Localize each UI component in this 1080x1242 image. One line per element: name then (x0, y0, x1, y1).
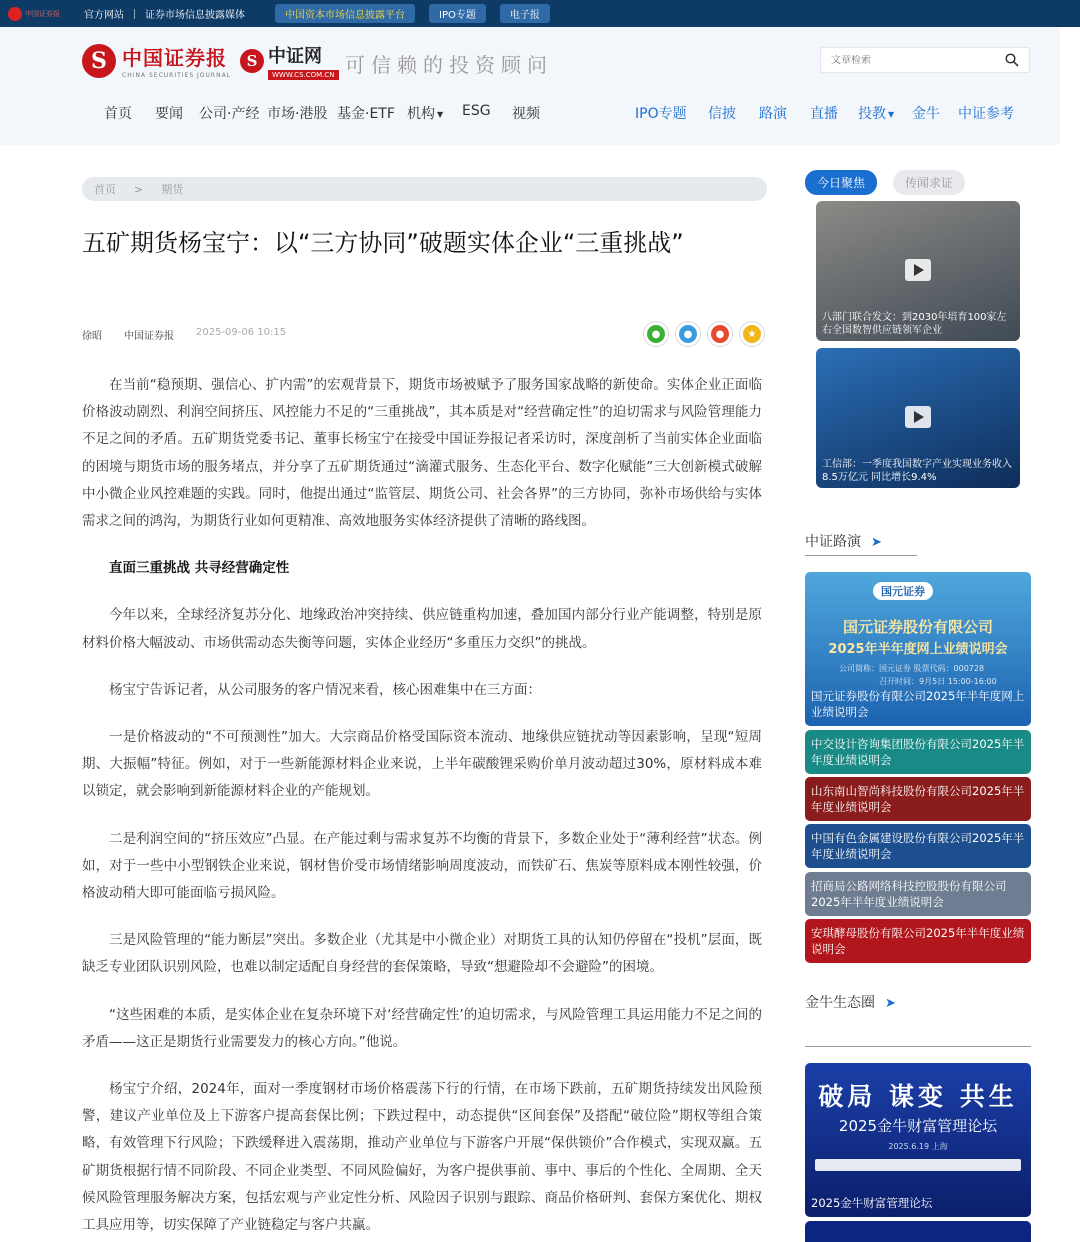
nav-cs-reference[interactable]: 中证参考 (958, 106, 1014, 122)
ecosystem-heading[interactable] (805, 992, 896, 1012)
roadshow-item[interactable] (805, 730, 1031, 774)
article-paragraph: 三是风险管理的“能力断层”突出。多数企业（尤其是中小微企业）对期货工具的认知仍停留在“投机”层面，既缺乏专业团队识别风险，也难以制定适配自身经营的套保策略，导致“想避险却不会避险”的困境。 (82, 932, 762, 976)
caret-down-icon: ▼ (437, 109, 444, 119)
divider (805, 555, 917, 556)
breadcrumb-separator: > (134, 182, 144, 196)
search-icon[interactable] (1005, 53, 1019, 67)
slogan: 可信赖的投资顾问 (345, 53, 553, 77)
nav-company[interactable]: 公司·产经 (199, 106, 260, 122)
article-subheading: 直面三重挑战 共寻经营确定性 (109, 560, 290, 577)
next-banner[interactable] (805, 1221, 1031, 1242)
video-caption: 八部门联合发文：到2030年培育100家左右全国数智供应链领军企业 (822, 312, 1007, 336)
sidebar-tabs (805, 170, 981, 195)
article-body (82, 372, 762, 1242)
search-box (820, 47, 1030, 73)
roadshow-item-caption: 安琪酵母股份有限公司2025年半年度业绩说明会 (811, 926, 1025, 956)
article-time: 2025-09-06 10:15 (196, 327, 287, 338)
nav-roadshow[interactable]: 路演 (759, 106, 787, 122)
share-weibo-button[interactable] (707, 321, 733, 347)
roadshow-info: 公司简称：国元证券 股票代码：000728 (839, 664, 985, 673)
play-icon (905, 259, 931, 281)
tab-today-focus[interactable]: 今日聚焦 (805, 170, 877, 195)
share-wechat-button[interactable] (643, 321, 669, 347)
logo2-url: WWW.CS.COM.CN (268, 70, 339, 80)
logo-s-small-icon: S (240, 49, 264, 73)
favorite-button[interactable] (739, 321, 765, 347)
nav-ipo[interactable]: IPO专题 (635, 106, 687, 122)
forum-banner[interactable] (805, 1063, 1031, 1217)
article-title: 五矿期货杨宝宁：以“三方协同”破题实体企业“三重挑战” (82, 229, 684, 257)
roadshow-item-caption: 中交设计咨询集团股份有限公司2025年半年度业绩说明会 (811, 737, 1025, 767)
roadshow-caption: 国元证券股份有限公司2025年半年度网上业绩说明会 (811, 689, 1025, 719)
ecosystem-heading-label: 金牛生态圈 (805, 995, 875, 1011)
nav-news[interactable]: 要闻 (155, 106, 183, 122)
top-link-disclosure-media[interactable]: 证券市场信息披露媒体 (145, 10, 245, 21)
qq-icon: ● (679, 325, 697, 343)
roadshow-time: 召开时间：9月5日 15:00-16:00 (879, 677, 997, 686)
search-input[interactable] (831, 55, 991, 66)
article-paragraph: 在当前“稳预期、强信心、扩内需”的宏观背景下，期货市场被赋予了服务国家战略的新使命。实体企业正面临价格波动剧烈、利润空间挤压、风控能力不足的“三重挑战”，其本质是对“经营确定性”的迫切需求与风险管理能力不足之间的矛盾。五矿期货党委书记、董事长杨宝宁在接受中国证券报记者采访时，深度剖析了当前实体企业面临的困境与期货市场的服务堵点，并分享了五矿期货通过“滴灌式服务、生态化平台、数字化赋能”三大创新模式破解中小微企业风控难题的实践。同时，他提出通过“监管层、期货公司、社会各界”的三方协同，弥补市场供给与实体需求之间的鸿沟，为期货行业如何更精准、高效地服务实体经济提供了清晰的路线图。 (82, 377, 762, 530)
nav-disclosure[interactable]: 信披 (708, 106, 736, 122)
logo2-cn: 中证网 (268, 46, 322, 67)
roadshow-headline: 国元证券股份有限公司 (842, 618, 993, 636)
breadcrumb-futures[interactable]: 期货 (161, 183, 184, 196)
article-paragraph: 杨宝宁介绍，2024年，面对一季度钢材市场价格震荡下行的行情，在市场下跌前，五矿期货持续发出风险预警，建议产业单位及上下游客户提高套保比例；下跌过程中，动态提供“区间套保”及搭配“破位险”期权等组合策略，有效管理下行风险；下跌缓释进入震荡期，推动产业单位与下游客户开展“保供锁价”合作模式，实现双赢。五矿期货根据行情不同阶段、不同企业类型、不同风险偏好，为客户提供事前、事中、事后的个性化、全周期、全天候风险管理服务解决方案，包括宏观与产业定性分析、风险因子识别与跟踪、商品价格研判、套保方案优化、期权工具应用等，切实保障了产业链稳定与客户共赢。 (82, 1081, 762, 1234)
top-logo-text: 中国证券报 (25, 9, 60, 18)
top-button-epaper[interactable]: 电子报 (500, 4, 550, 23)
roadshow-brand: 国元证券 (873, 582, 933, 600)
article-paragraph: 一是价格波动的“不可预测性”加大。大宗商品价格受国际资本流动、地缘供应链扰动等因素影响，呈现“短周期、大振幅”特征。例如，对于一些新能源材料企业来说，上半年碳酸锂采购价单月波动超过30%，原材料成本难以锁定，就会影响到新能源材料企业的产能规划。 (82, 729, 762, 800)
sponsor-strip (815, 1159, 1021, 1171)
share-bar (643, 321, 771, 347)
roadshow-item[interactable] (805, 777, 1031, 821)
article-source: 中国证券报 (124, 331, 174, 342)
wechat-icon: ● (647, 325, 665, 343)
main-nav (0, 103, 1060, 123)
top-bar (0, 0, 1080, 27)
caret-down-icon: ▼ (888, 109, 895, 119)
logo-en: CHINA SECURITIES JOURNAL (122, 72, 232, 79)
logo-cn: 中国证券报 (122, 46, 227, 70)
roadshow-item[interactable] (805, 824, 1031, 868)
roadshow-subheadline: 2025年半年度网上业绩说明会 (828, 642, 1008, 657)
nav-institution[interactable] (407, 103, 443, 123)
article-paragraph: 二是利润空间的“挤压效应”凸显。在产能过剩与需求复苏不均衡的背景下，多数企业处于“薄利经营”状态。例如，对于一些中小型钢铁企业来说，钢材售价受市场情绪影响周度波动，而铁矿石、焦炭等原料成本刚性较强，价格波动稍大即可能面临亏损风险。 (82, 830, 762, 902)
nav-home[interactable]: 首页 (104, 106, 132, 122)
top-logo[interactable] (8, 7, 74, 21)
roadshow-heading[interactable] (805, 531, 882, 551)
forum-caption: 2025金牛财富管理论坛 (811, 1196, 933, 1210)
article-paragraph: 杨宝宁告诉记者，从公司服务的客户情况来看，核心困难集中在三方面： (109, 681, 541, 698)
nav-video[interactable]: 视频 (512, 106, 540, 122)
site-header (0, 27, 1060, 145)
roadshow-item-caption: 中国有色金属建设股份有限公司2025年半年度业绩说明会 (811, 831, 1025, 861)
arrow-right-icon: ➤ (871, 535, 882, 550)
nav-education-label: 投教 (858, 106, 886, 122)
logo-mark-icon (8, 7, 22, 21)
cs-com-logo[interactable] (240, 42, 339, 80)
top-button-disclosure-platform[interactable]: 中国资本市场信息披露平台 (275, 4, 415, 23)
video-card[interactable] (816, 201, 1020, 341)
nav-education[interactable] (858, 103, 894, 123)
video-card[interactable] (816, 348, 1020, 488)
top-button-ipo[interactable]: IPO专题 (429, 4, 486, 23)
divider (805, 1046, 1031, 1047)
nav-market[interactable]: 市场·港股 (267, 106, 328, 122)
divider (134, 9, 135, 19)
article-author: 徐昭 (82, 331, 102, 342)
roadshow-item[interactable] (805, 919, 1031, 963)
roadshow-featured-banner[interactable] (805, 572, 1031, 726)
nav-esg[interactable]: ESG (462, 103, 491, 119)
nav-institution-label: 机构 (407, 106, 435, 122)
roadshow-heading-label: 中证路演 (805, 534, 861, 550)
nav-live[interactable]: 直播 (810, 106, 838, 122)
video-caption: 工信部：一季度我国数字产业实现业务收入8.5万亿元 同比增长9.4% (822, 459, 1012, 483)
arrow-right-icon: ➤ (885, 996, 896, 1011)
roadshow-item-caption: 招商局公路网络科技控股股份有限公司2025年半年度业绩说明会 (811, 879, 1007, 909)
share-qq-button[interactable] (675, 321, 701, 347)
forum-date: 2025.6.19 上海 (888, 1142, 948, 1151)
cs-journal-logo[interactable] (82, 42, 231, 79)
breadcrumb-home[interactable]: 首页 (94, 183, 116, 196)
article-paragraph: 今年以来，全球经济复苏分化、地缘政治冲突持续、供应链重构加速，叠加国内部分行业产能调整，特别是原材料价格大幅波动、市场供需动态失衡等问题，实体企业经历“多重压力交织”的挑战。 (82, 607, 762, 651)
nav-fund[interactable]: 基金·ETF (337, 106, 395, 122)
forum-slogan: 破局 谋变 共生 (818, 1082, 1018, 1111)
weibo-icon: ● (711, 325, 729, 343)
forum-name: 2025金牛财富管理论坛 (838, 1117, 998, 1135)
play-icon (905, 406, 931, 428)
logo-s-icon: S (82, 44, 116, 78)
roadshow-item-caption: 山东南山智尚科技股份有限公司2025年半年度业绩说明会 (811, 784, 1025, 814)
roadshow-item[interactable] (805, 872, 1031, 916)
star-icon: ★ (743, 325, 761, 343)
article-paragraph: “这些困难的本质，是实体企业在复杂环境下对‘经营确定性’的迫切需求，与风险管理工具运用能力不足之间的矛盾——这正是期货行业需要发力的核心方向。”他说。 (82, 1006, 762, 1050)
tab-rumor-check[interactable]: 传闻求证 (893, 170, 965, 195)
nav-jinniu[interactable]: 金牛 (912, 106, 940, 122)
breadcrumb (82, 177, 767, 201)
article-meta (82, 327, 308, 342)
top-link-official[interactable]: 官方网站 (84, 10, 124, 21)
